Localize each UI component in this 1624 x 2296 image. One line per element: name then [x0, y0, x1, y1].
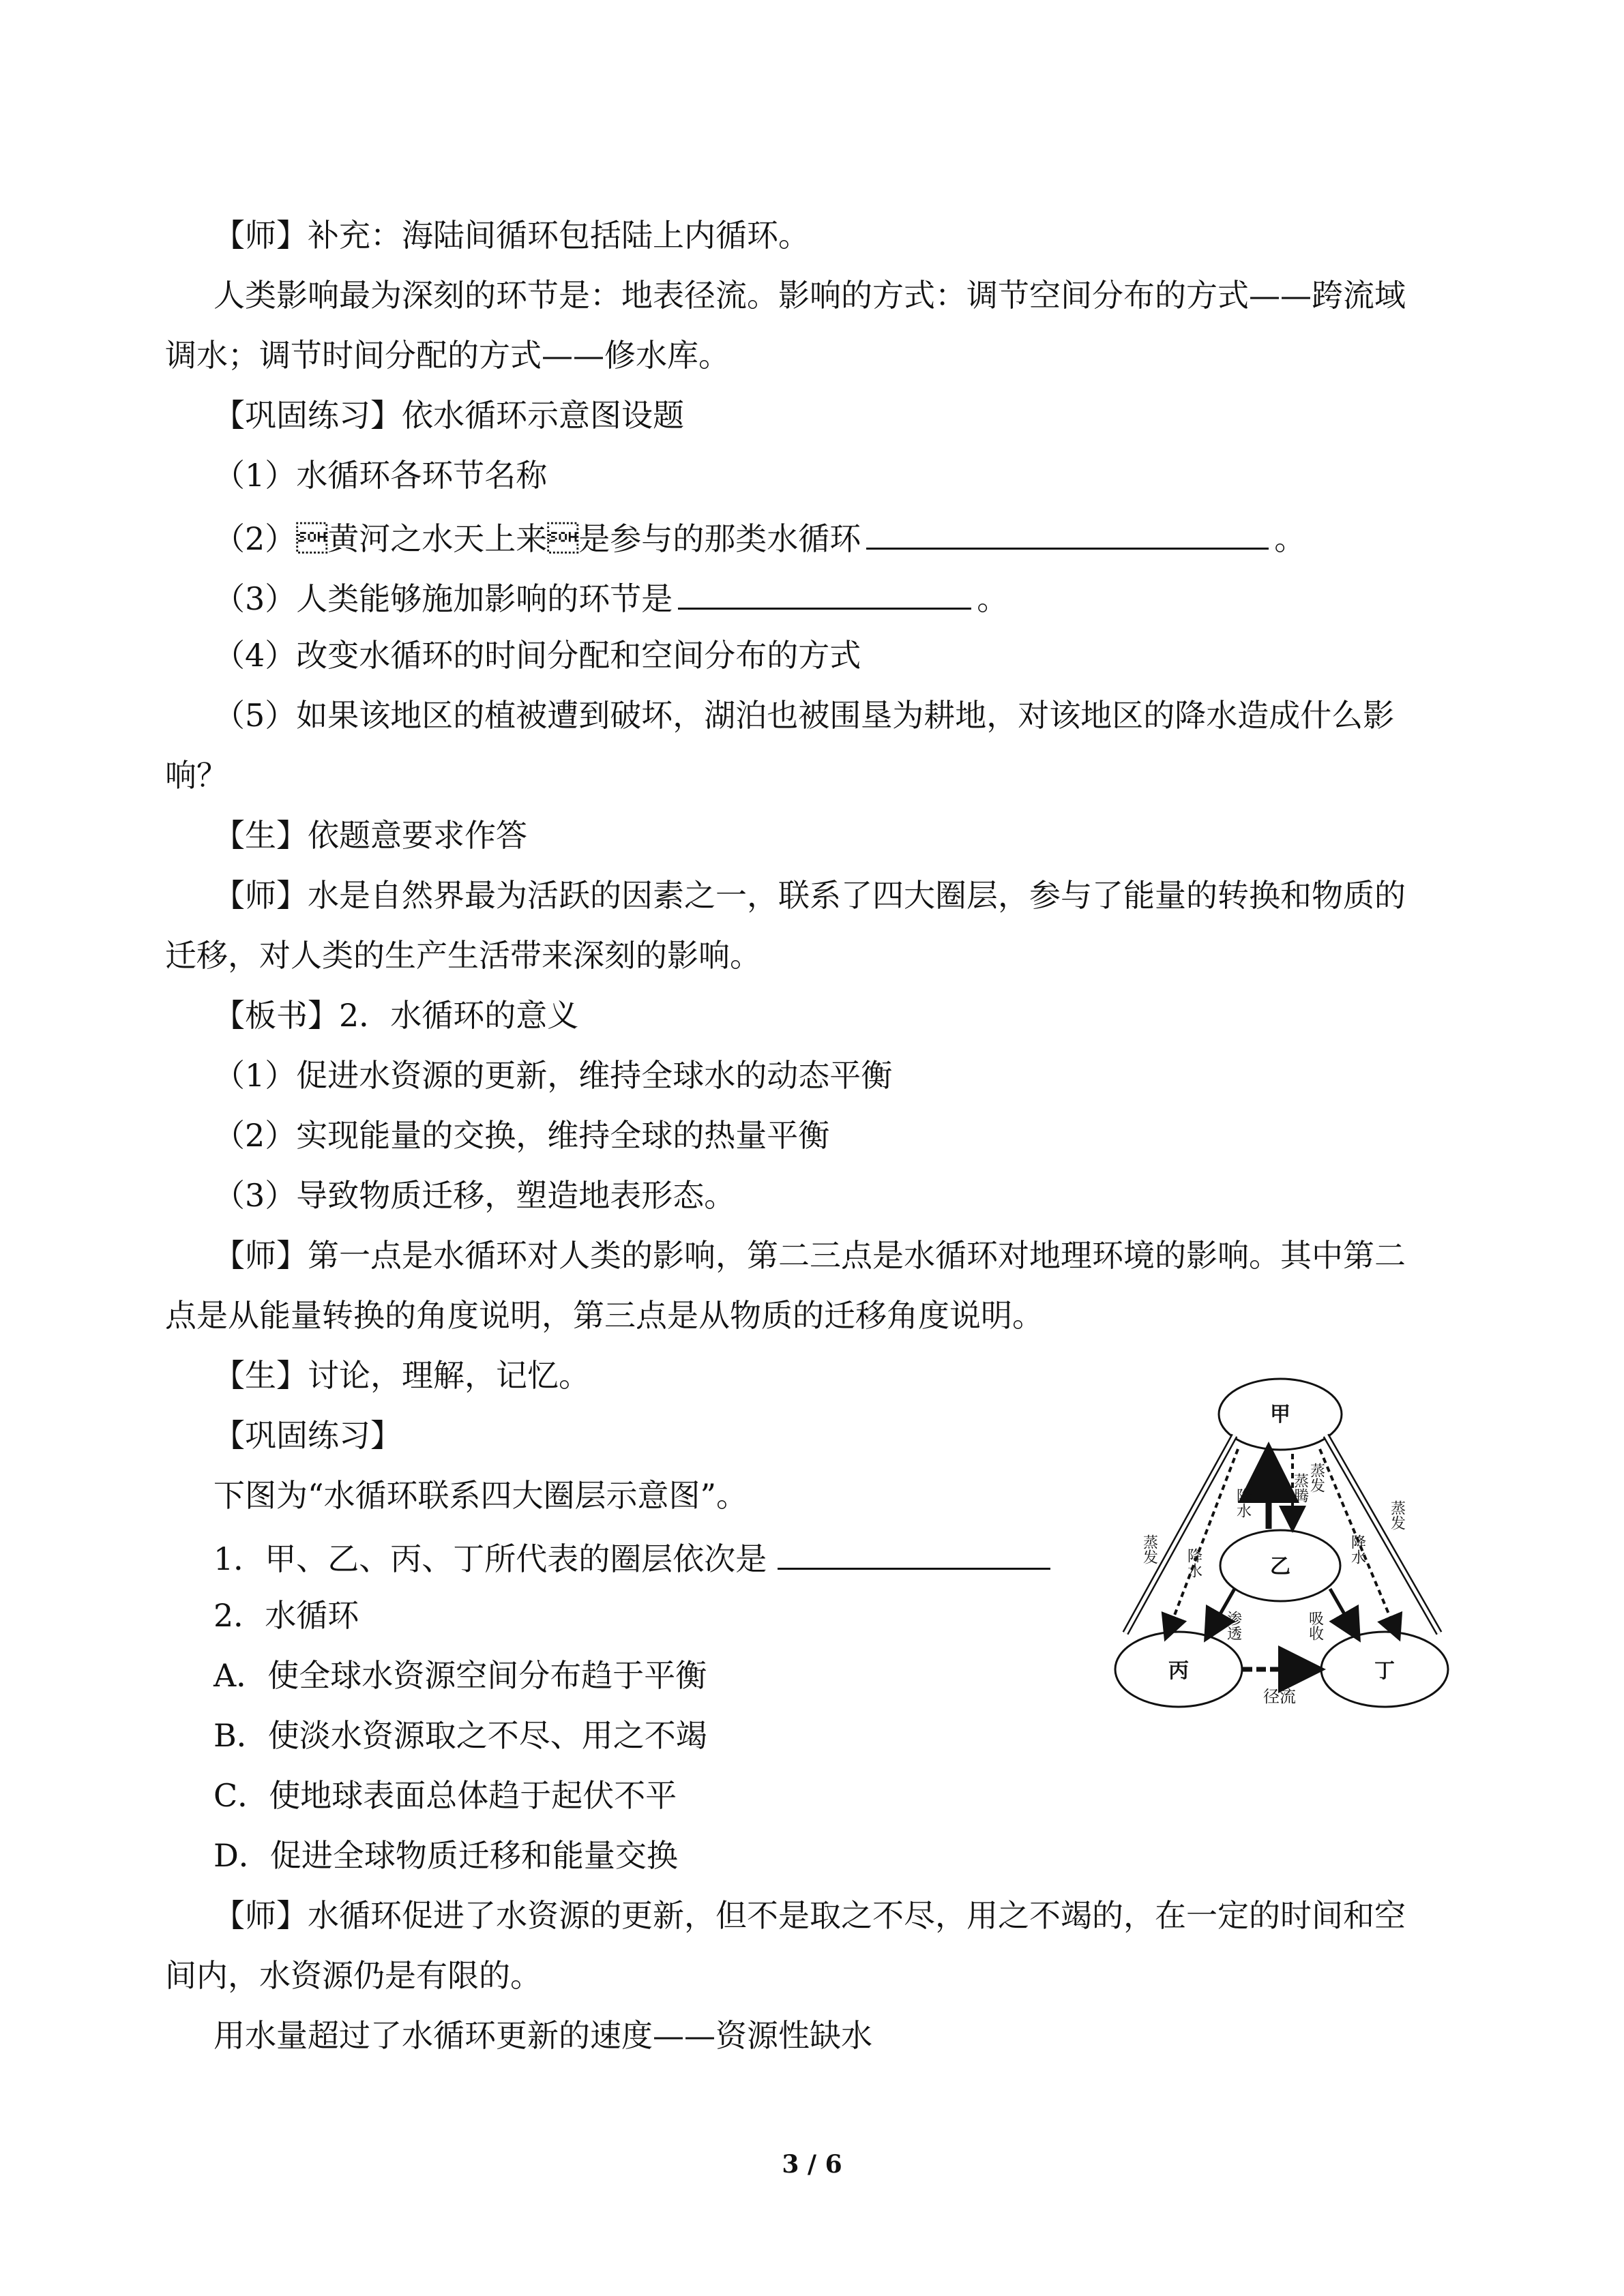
label-left-inner: 降水: [1185, 1548, 1202, 1578]
label-precip: 降水: [1234, 1488, 1252, 1518]
question-3: （3）人类能够施加影响的环节是 。: [213, 575, 1509, 619]
arrow-center-to-right: [1330, 1589, 1357, 1637]
para-teacher-water-1: 【师】水是自然界最为活跃的因素之一，联系了四大圈层，参与了能量的转换和物质的: [213, 877, 1406, 914]
para-teacher-supplement: 【师】补充：海陆间循环包括陆上内循环。: [213, 217, 810, 254]
question-5a: （5）如果该地区的植被遭到破坏，湖泊也被围垦为耕地，对该地区的降水造成什么影: [213, 697, 1395, 734]
question-5b: 响？: [165, 757, 228, 794]
mc-question-1: 1．甲、乙、丙、丁所代表的圈层依次是: [213, 1535, 1509, 1579]
label-runoff: 径流: [1263, 1687, 1296, 1706]
para-practice-heading: 【巩固练习】依水循环示意图设题: [213, 397, 684, 434]
para-figure-intro: 下图为“水循环联系四大圈层示意图”。: [213, 1477, 748, 1514]
label-right-inner: 降水: [1348, 1534, 1366, 1564]
label-left-outer: 蒸发: [1140, 1534, 1158, 1564]
para-teacher-water-2: 迁移，对人类的生产生活带来深刻的影响。: [165, 937, 761, 974]
para-teacher-points-2: 点是从能量转换的角度说明，第三点是从物质的迁移角度说明。: [165, 1297, 1044, 1334]
significance-1: （1）促进水资源的更新，维持全球水的动态平衡: [213, 1057, 893, 1094]
para-teacher-resource-1: 【师】水循环促进了水资源的更新，但不是取之不尽，用之不竭的，在一定的时间和空: [213, 1897, 1406, 1934]
label-right-low: 吸收: [1306, 1611, 1324, 1641]
para-human-impact-1: 人类影响最为深刻的环节是：地表径流。影响的方式：调节空间分布的方式——跨流域: [213, 277, 1406, 314]
answer-blank[interactable]: [778, 1535, 1050, 1570]
node-right-label: 丁: [1374, 1659, 1395, 1683]
label-evap: 蒸发: [1308, 1463, 1325, 1493]
para-human-impact-2: 调水；调节时间分配的方式——修水库。: [165, 337, 730, 374]
water-cycle-diagram: [1112, 1371, 1453, 1739]
question-2: （2）黄河之水天上来是参与的那类水循环 。: [213, 515, 1509, 559]
para-resource-shortage: 用水量超过了水循环更新的速度——资源性缺水: [213, 2017, 872, 2054]
node-left-label: 丙: [1168, 1659, 1189, 1683]
node-top-label: 甲: [1270, 1403, 1290, 1427]
answer-blank[interactable]: [678, 575, 971, 610]
para-board-heading: 【板书】2．水循环的意义: [213, 997, 579, 1034]
para-practice-heading-2: 【巩固练习】: [213, 1417, 402, 1454]
label-evap-transp: 蒸腾: [1291, 1473, 1309, 1503]
para-student-answer: 【生】依题意要求作答: [213, 817, 527, 854]
significance-3: （3）导致物质迁移，塑造地表形态。: [213, 1177, 736, 1214]
label-left-low: 渗透: [1224, 1611, 1242, 1641]
significance-2: （2）实现能量的交换，维持全球的热量平衡: [213, 1117, 830, 1154]
para-teacher-points-1: 【师】第一点是水循环对人类的影响，第二三点是水循环对地理环境的影响。其中第二: [213, 1237, 1406, 1274]
page-number: 3 / 6: [782, 2150, 842, 2179]
option-c: C．使地球表面总体趋于起伏不平: [213, 1777, 677, 1814]
para-student-discuss: 【生】讨论，理解，记忆。: [213, 1357, 590, 1394]
option-b: B．使淡水资源取之不尽、用之不竭: [213, 1717, 707, 1754]
question-1: （1）水循环各环节名称: [213, 457, 548, 494]
node-center-label: 乙: [1270, 1555, 1290, 1579]
option-a: A．使全球水资源空间分布趋于平衡: [213, 1657, 707, 1694]
answer-blank[interactable]: [866, 515, 1269, 550]
option-d: D．促进全球物质迁移和能量交换: [213, 1837, 678, 1874]
mc-question-2: 2．水循环: [213, 1597, 359, 1634]
question-4: （4）改变水循环的时间分配和空间分布的方式: [213, 637, 861, 674]
para-teacher-resource-2: 间内，水资源仍是有限的。: [165, 1957, 542, 1994]
label-right-outer: 蒸发: [1388, 1500, 1406, 1530]
